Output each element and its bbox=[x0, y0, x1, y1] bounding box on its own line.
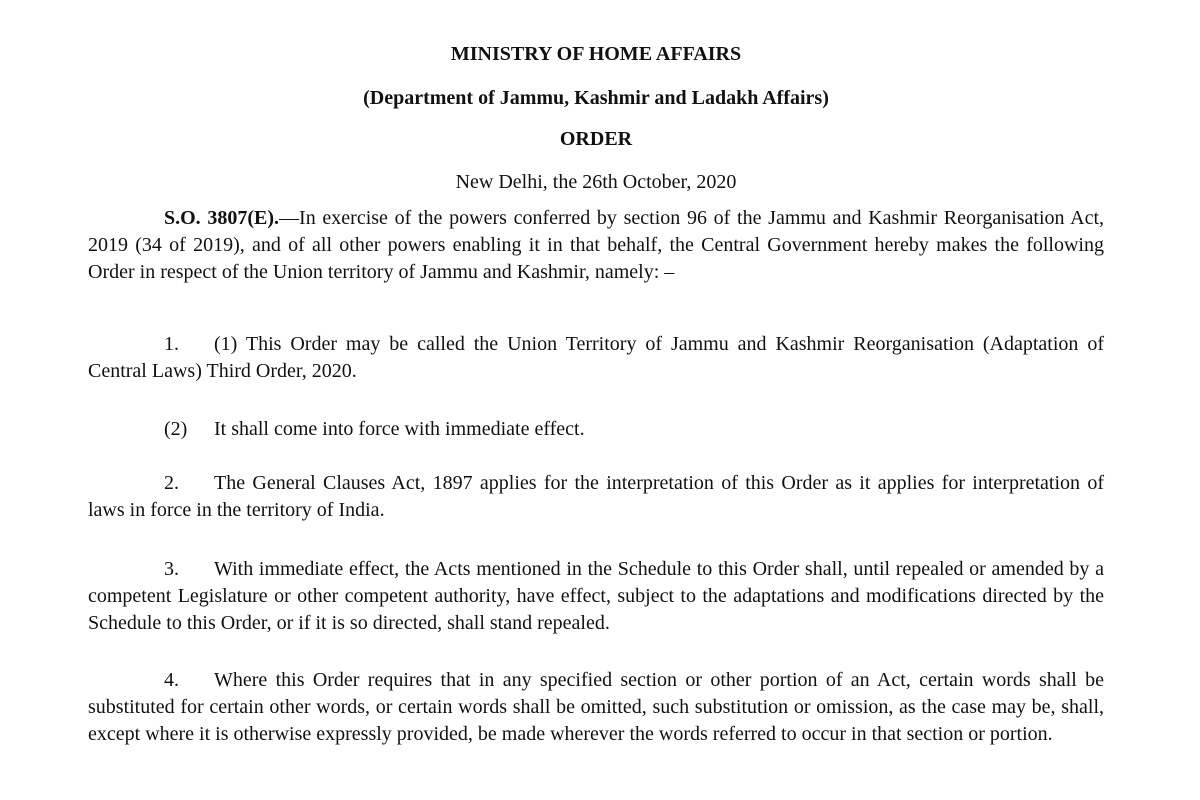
clause-1-paragraph bbox=[88, 331, 1104, 385]
dateline: New Delhi, the 26th October, 2020 bbox=[455, 171, 737, 193]
clause-2-text: The General Clauses Act, 1897 applies for the interpretation of this Order as it applies for interpretation of laws in force in the territory of India. bbox=[88, 472, 1104, 521]
clause-2-number: 2. bbox=[164, 472, 179, 494]
clause-2-paragraph bbox=[88, 470, 1104, 524]
order-heading: ORDER bbox=[559, 128, 633, 150]
clause-1-2-paragraph bbox=[88, 416, 1104, 443]
clause-4-number: 4. bbox=[164, 669, 179, 691]
department-heading: (Department of Jammu, Kashmir and Ladakh Affairs) bbox=[363, 87, 829, 109]
clause-1-number: 1. bbox=[164, 333, 179, 355]
ministry-heading: MINISTRY OF HOME AFFAIRS bbox=[450, 43, 742, 65]
clause-3-number: 3. bbox=[164, 558, 179, 580]
clause-1-2-text: It shall come into force with immediate effect. bbox=[214, 418, 585, 440]
clause-4-paragraph bbox=[88, 667, 1104, 748]
clause-4-text: Where this Order requires that in any specified section or other portion of an Act, certain words shall be substituted for certain other words, or certain words shall be omitted, such substitution or omission, as the case may be, shall, except where it is otherwise expressly provided, be made wherever the words referred to occur in that section or portion. bbox=[88, 669, 1104, 745]
clause-3-paragraph bbox=[88, 556, 1104, 637]
clause-1-text: This Order may be called the Union Territory of Jammu and Kashmir Reorganisation (Adaptation of Central Laws) Third Order, 2020. bbox=[88, 333, 1104, 382]
so-number: S.O. 3807(E). bbox=[164, 207, 280, 229]
order-document bbox=[88, 0, 1104, 800]
preamble-paragraph bbox=[88, 205, 1104, 286]
clause-1-2-number: (2) bbox=[164, 418, 188, 440]
clause-3-text: With immediate effect, the Acts mentioned in the Schedule to this Order shall, until repealed or amended by a competent Legislature or other competent authority, have effect, subject to the adaptations and modifications directed by the Schedule to this Order, or if it is so directed, shall stand repealed. bbox=[88, 558, 1104, 634]
preamble-text: —In exercise of the powers conferred by section 96 of the Jammu and Kashmir Reorganisation Act, 2019 (34 of 2019), and of all other powers enabling it in that behalf, the Central Government hereby makes the following Order in respect of the Union territory of Jammu and Kashmir, namely: – bbox=[88, 207, 1104, 283]
clause-1-sub-number: (1) bbox=[214, 333, 238, 355]
